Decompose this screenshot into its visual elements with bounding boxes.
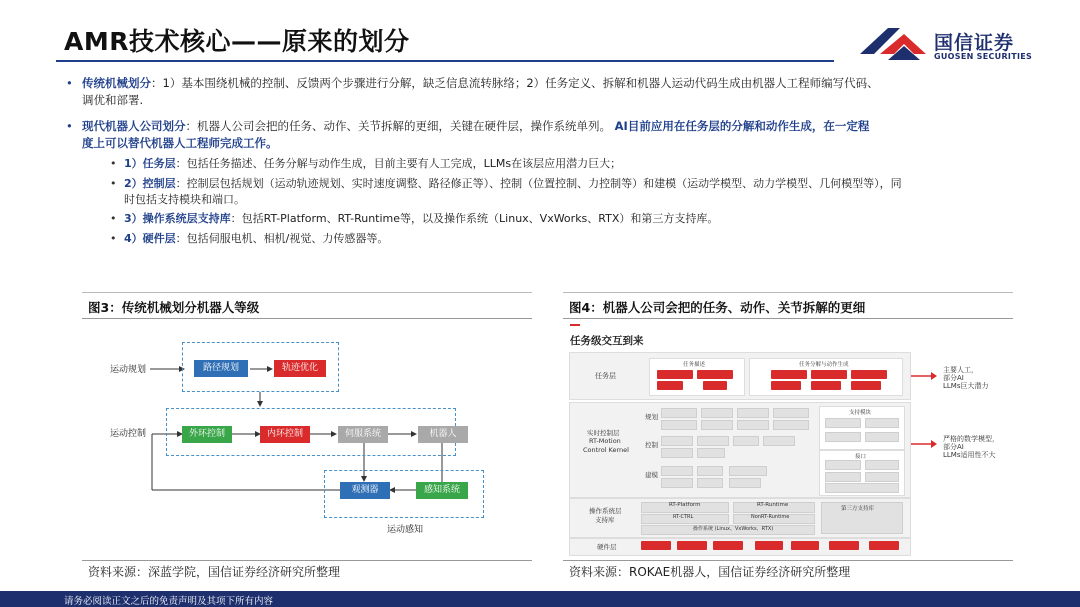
sub-dot: • <box>110 177 117 190</box>
os-third-party-label: 第三方支持库 <box>841 506 875 512</box>
hardware-pill <box>869 541 899 550</box>
box-outer-loop: 外环控制 <box>182 426 232 443</box>
fig4-top-rule <box>563 292 1013 293</box>
control-item <box>661 448 693 458</box>
port-item <box>865 460 899 470</box>
note-ctrl-3: LLMs适用性不大 <box>943 451 996 459</box>
annotation-arrows <box>909 362 939 462</box>
bullet-text-cont: 调优和部署. <box>82 93 144 107</box>
task-pill <box>657 370 693 379</box>
sub-dot: • <box>110 157 117 170</box>
fig3-source: 资料来源：深蓝学院，国信证券经济研究所整理 <box>88 565 341 579</box>
logo-subtitle: GUOSEN SECURITIES <box>934 52 1033 61</box>
sub-text: ：包括任务描述、任务分解与动作生成，目前主要有人工完成，LLMs在该层应用潜力巨大； <box>175 157 622 170</box>
control-item <box>697 436 729 446</box>
hardware-pill <box>713 541 743 550</box>
box-path-planning: 路径规划 <box>194 360 248 377</box>
fig4-accent <box>570 324 580 326</box>
task-pill <box>703 381 727 390</box>
control-item <box>773 420 809 430</box>
sub-dot: • <box>110 212 117 225</box>
fig4-diagram <box>565 352 1010 557</box>
port-item <box>825 472 861 482</box>
control-item <box>701 408 733 418</box>
fig3-title-rule <box>82 318 532 319</box>
note-ctrl-1: 严格的数学模型， <box>943 435 999 443</box>
sub-text: ：控制层包括规划（运动轨迹规划、实时速度调整、路径修正等）、控制（位置控制、力控制等）和建模（运动学模型、动力学模型、几何模型等），同 <box>175 177 902 190</box>
bullet-dot: • <box>66 119 73 133</box>
port-item <box>825 483 899 493</box>
label-planning: 运动规划 <box>110 365 147 375</box>
task-pill <box>851 381 881 390</box>
task-pill <box>851 370 887 379</box>
sub-text: ：包括RT-Platform、RT-Runtime等，以及操作系统（Linux、VxWorks、RTX）和第三方支持库。 <box>230 212 719 225</box>
box-inner-loop: 内环控制 <box>260 426 310 443</box>
task-pill <box>811 381 841 390</box>
layer-hardware: 硬件层 <box>597 543 617 551</box>
fig4-bottom-rule <box>563 560 1013 561</box>
sub-lead: 3）操作系统层支持库 <box>124 212 231 225</box>
fig4-subtitle: 任务级交互到来 <box>570 335 644 347</box>
support-item <box>825 432 861 442</box>
fig4-title-rule <box>563 318 1013 319</box>
control-item <box>661 420 697 430</box>
bullet-traditional <box>66 75 1042 109</box>
port-item <box>825 460 861 470</box>
box-drive-system: 伺服系统 <box>338 426 388 443</box>
port-label: 接口 <box>855 454 867 460</box>
label-control: 运动控制 <box>110 429 147 439</box>
control-item <box>733 436 759 446</box>
task-pill <box>657 381 683 390</box>
label-perception: 运动感知 <box>387 525 424 535</box>
bullet-lead: 传统机械划分 <box>82 76 151 90</box>
hardware-pill <box>829 541 859 550</box>
task-pill <box>771 381 801 390</box>
layer-control-2: RT-Motion <box>589 437 621 445</box>
control-item <box>763 436 795 446</box>
fig3-title: 图3：传统机械划分机器人等级 <box>88 300 260 315</box>
layer-control-1: 实时控制层 <box>587 429 620 437</box>
os-nonrt-label: NonRT-Runtime <box>751 514 790 520</box>
task-pill <box>771 370 807 379</box>
control-item <box>729 478 761 488</box>
support-item <box>865 432 899 442</box>
bullet-text: ：1）基本围绕机械的控制、反馈两个步骤进行分解，缺乏信息流转脉络；2）任务定义、拆解和机器人运动代码生成由机器人工程师编写代码、 <box>151 76 879 90</box>
os-rt-runtime-label: RT-Runtime <box>757 502 789 508</box>
hardware-pill <box>677 541 707 550</box>
sub-bullet-task <box>110 156 1024 172</box>
note-ctrl-2: 部分AI <box>943 443 964 451</box>
control-item <box>661 466 693 476</box>
title-underline <box>56 60 834 62</box>
fig4-source: 资料来源：ROKAE机器人，国信证券经济研究所整理 <box>569 565 851 579</box>
fig3-diagram <box>82 322 532 558</box>
control-row-model: 建模 <box>645 471 658 479</box>
layer-task: 任务层 <box>595 372 616 380</box>
sub-bullet-os <box>110 211 1024 227</box>
control-item <box>729 466 767 476</box>
bullet-dot: • <box>66 76 73 90</box>
bullet-highlight-cont: 度上可以替代机器人工程师完成工作。 <box>82 136 278 150</box>
box-sensing-system: 感知系统 <box>416 482 468 499</box>
bullet-modern <box>66 118 1042 152</box>
os-rt-platform-label: RT-Platform <box>669 502 701 508</box>
task-decomp-label: 任务分解与动作生成 <box>799 362 849 368</box>
hardware-pill <box>641 541 671 550</box>
box-trajectory-opt: 轨迹优化 <box>274 360 326 377</box>
logo-name: 国信证券 <box>934 32 1015 54</box>
os-rt-ctrl-label: RT-CTRL <box>673 514 694 520</box>
control-item <box>661 478 693 488</box>
sub-bullet-hardware <box>110 231 1024 247</box>
control-item <box>661 408 697 418</box>
control-row-control: 控制 <box>645 441 658 449</box>
layer-os-2: 支持库 <box>595 516 615 524</box>
layer-control-3: Control Kernel <box>583 446 629 454</box>
sub-lead: 1）任务层 <box>124 157 176 170</box>
fig3-bottom-rule <box>82 560 532 561</box>
task-pill <box>811 370 847 379</box>
guosen-logo-icon <box>858 24 928 64</box>
sub-text-cont: 时包括支持模块和端口。 <box>124 193 245 206</box>
control-row-plan: 规划 <box>645 413 658 421</box>
sub-lead: 4）硬件层 <box>124 232 176 245</box>
port-item <box>865 472 899 482</box>
control-item <box>737 420 769 430</box>
sub-bullet-control <box>110 176 1024 208</box>
footer-disclaimer: 请务必阅读正文之后的免责声明及其项下所有内容 <box>64 596 274 607</box>
box-observer: 观测器 <box>340 482 390 499</box>
note-task-2: 部分AI <box>943 374 964 382</box>
control-item <box>701 420 733 430</box>
control-item <box>697 466 723 476</box>
sub-lead: 2）控制层 <box>124 177 176 190</box>
note-task-1: 主要人工， <box>943 366 978 374</box>
support-item <box>825 418 861 428</box>
bullet-lead: 现代机器人公司划分 <box>82 119 186 133</box>
fig3-top-rule <box>82 292 532 293</box>
support-item <box>865 418 899 428</box>
bullet-highlight: AI目前应用在任务层的分解和动作生成，在一定程 <box>614 119 870 133</box>
control-item <box>697 478 723 488</box>
layer-os-1: 操作系统层 <box>589 507 622 515</box>
control-item <box>661 436 693 446</box>
hardware-pill <box>791 541 819 550</box>
control-item <box>697 448 725 458</box>
bullet-text: ：机器人公司会把的任务、动作、关节拆解的更细，关键在硬件层，操作系统单列。 <box>185 119 611 133</box>
fig4-title: 图4：机器人公司会把的任务、动作、关节拆解的更细 <box>569 300 866 315</box>
control-item <box>773 408 809 418</box>
hardware-pill <box>755 541 783 550</box>
control-item <box>737 408 769 418</box>
sub-text: ：包括伺服电机、相机/视觉、力传感器等。 <box>175 232 389 245</box>
note-task-3: LLMs巨大潜力 <box>943 382 989 390</box>
support-label: 支持模块 <box>849 410 872 416</box>
os-system-label: 操作系统 (Linux、VxWorks、RTX) <box>693 526 774 532</box>
sub-dot: • <box>110 232 117 245</box>
page-title: AMR技术核心——原来的划分 <box>64 27 410 56</box>
task-desc-label: 任务描述 <box>683 362 706 368</box>
box-robot: 机器人 <box>418 426 468 443</box>
task-pill <box>697 370 733 379</box>
